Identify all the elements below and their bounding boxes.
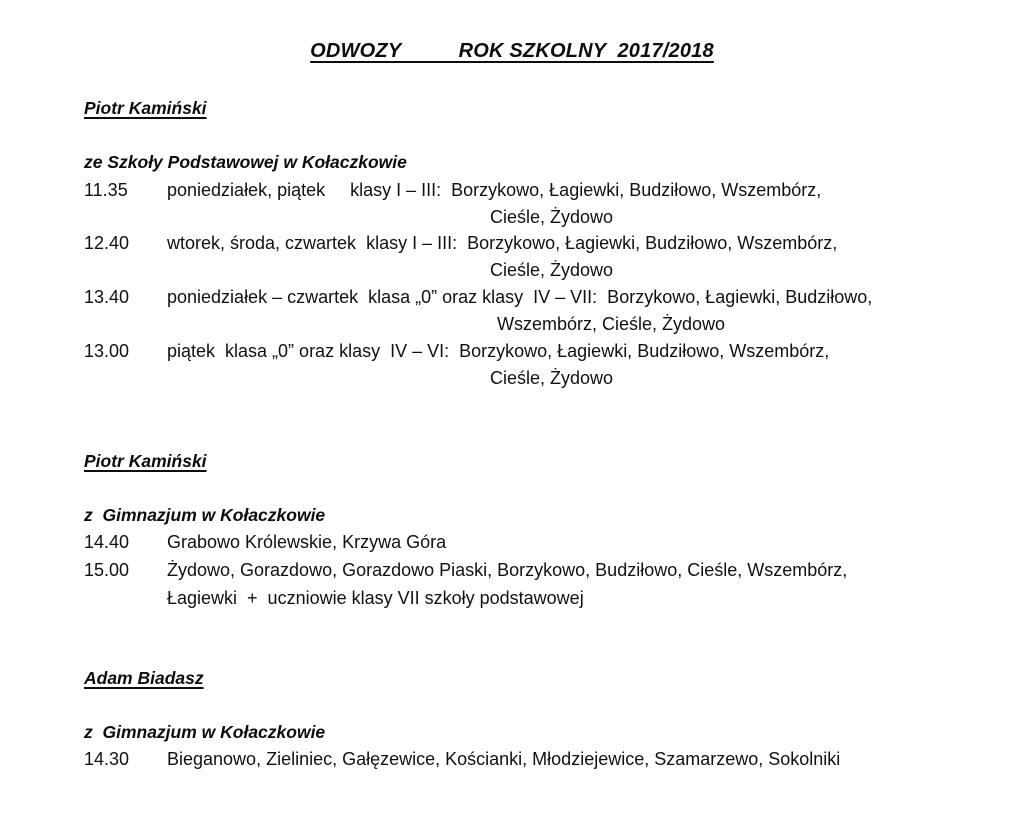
- departure-time: 15.00: [84, 560, 130, 580]
- departure-route: wtorek, środa, czwartek klasy I – III: Borzykowo, Łagiewki, Budziłowo, Wszembórz,: [167, 233, 838, 253]
- section-2-person-heading: [84, 451, 207, 472]
- departure-route-continuation: Cieśle, Żydowo: [490, 260, 614, 280]
- departure-route-continuation: Cieśle, Żydowo: [490, 368, 614, 388]
- departure-time: 13.40: [84, 287, 130, 307]
- departure-route: poniedziałek, piątek klasy I – III: Borzykowo, Łagiewki, Budziłowo, Wszembórz,: [167, 180, 822, 200]
- page-title: [0, 40, 1024, 63]
- departure-route: poniedziałek – czwartek klasa „0” oraz klasy IV – VII: Borzykowo, Łagiewki, Budziłowo,: [167, 287, 873, 307]
- departure-time: 14.40: [84, 532, 130, 552]
- departure-route: Żydowo, Gorazdowo, Gorazdowo Piaski, Borzykowo, Budziłowo, Cieśle, Wszembórz,: [167, 560, 848, 580]
- section-3-person-name: Adam Biadasz: [84, 668, 204, 688]
- departure-time: 13.00: [84, 341, 130, 361]
- departure-route: Bieganowo, Zieliniec, Gałęzewice, Kościanki, Młodziejewice, Szamarzewo, Sokolniki: [167, 749, 841, 769]
- departure-time: 12.40: [84, 233, 130, 253]
- departure-route: Grabowo Królewskie, Krzywa Góra: [167, 532, 447, 552]
- section-1-person-name: Piotr Kamiński: [84, 98, 207, 118]
- departure-route-continuation: Wszembórz, Cieśle, Żydowo: [497, 314, 726, 334]
- section-3-school-heading: z Gimnazjum w Kołaczkowie: [84, 722, 326, 742]
- departure-route: piątek klasa „0” oraz klasy IV – VI: Borzykowo, Łagiewki, Budziłowo, Wszembórz,: [167, 341, 830, 361]
- section-2-person-name: Piotr Kamiński: [84, 451, 207, 471]
- section-2-school-heading: z Gimnazjum w Kołaczkowie: [84, 505, 326, 525]
- departure-time: 11.35: [84, 180, 128, 200]
- section-1-school-heading: ze Szkoły Podstawowej w Kołaczkowie: [84, 152, 407, 172]
- section-1-person-heading: [84, 98, 207, 119]
- departure-route-continuation: Łagiewki + uczniowie klasy VII szkoły podstawowej: [167, 588, 584, 608]
- schedule-row: [84, 749, 984, 833]
- section-3-person-heading: [84, 668, 204, 689]
- page-title-text: ODWOZY ROK SZKOLNY 2017/2018: [310, 40, 714, 62]
- departure-route-continuation: Cieśle, Żydowo: [490, 207, 614, 227]
- departure-time: 14.30: [84, 749, 130, 769]
